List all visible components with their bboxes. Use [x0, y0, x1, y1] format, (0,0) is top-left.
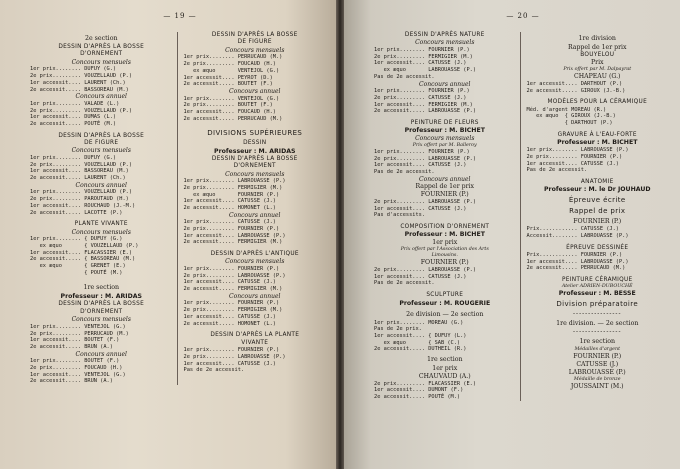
book-gutter: [336, 0, 344, 469]
subject-heading: VIVANTE: [241, 339, 269, 346]
award-entry: 2e accessit..... BRUN (A.): [30, 343, 113, 350]
page-number: — 19 —: [163, 12, 197, 20]
award-entry: 1er prix........ BOUTET (F.): [30, 358, 120, 365]
right-page: [344, 0, 680, 469]
award-entry: 1er accessit.... CATUSSE (J.): [183, 360, 276, 367]
award-entry: 1er prix........ VENTEJOL (G.): [30, 323, 126, 330]
award-entry: 1er accessit.... CATUSSE (J.): [374, 205, 467, 212]
section-heading: 1re division: [578, 35, 616, 42]
contest-label: Concours mensuels: [71, 58, 131, 66]
subject-heading: PEINTURE DE FLEURS: [410, 119, 479, 126]
subject-heading: DE FIGURE: [84, 140, 119, 147]
subject-heading: ANATOMIE: [580, 178, 614, 185]
award-entry: 2e prix......... PERRUCAUD (M.): [30, 330, 129, 337]
subject-heading: DESSIN D'APRÈS LA BOSSE: [211, 155, 298, 162]
award-entry: 2e prix......... LABROUASSE (P.): [374, 267, 477, 274]
award-entry: 1er prix........ CATUSSE (J.): [183, 219, 276, 226]
contest-label: Concours annuel: [419, 175, 471, 183]
award-entry: 1er accessit.... CATUSSE (J.): [183, 198, 276, 205]
contest-label: Concours mensuels: [225, 258, 285, 266]
award-entry: 1er prix........ PERRUCAUD (M.): [183, 54, 283, 61]
award-entry: 1er accessit.... CATUSSE (J.): [374, 273, 467, 280]
division-heading: Division préparatoire: [556, 300, 639, 309]
subject-heading: DESSIN D'APRÈS LA BOSSE: [58, 44, 145, 50]
award-entry: 2e prix......... FOUCAUD (H.): [30, 364, 123, 371]
contest-label: Concours annuel: [229, 211, 281, 219]
prize-note: Limousins.: [431, 253, 458, 259]
professor-line: Professeur : M. ARIDAS: [214, 147, 296, 155]
award-entry: 1er accessit.... PEYROT (D.): [183, 74, 273, 81]
award-entry: 1er prix........ FOURNIER (P.): [183, 300, 280, 307]
award-entry: 1er accessit.... LABROUASSE (P.): [526, 258, 629, 265]
column: [177, 32, 331, 385]
contest-label: Concours mensuels: [71, 228, 131, 236]
contest-label: Concours mensuels: [225, 46, 285, 54]
section-heading: 2e division — 2e section: [406, 310, 484, 318]
prize-note: Médailles d'argent: [574, 347, 621, 353]
award-entry: 2e prix......... VOUZELLAUD (P.): [30, 73, 133, 80]
award-entry: 2e accessit..... DUTHEIL (R.): [374, 346, 467, 353]
centered-line: FOURNIER (P.): [420, 191, 469, 199]
award-entry: Pas de 2e prix.: [374, 326, 422, 333]
award-entry: 2e prix......... FERMIGIER (M.): [183, 184, 283, 191]
award-entry: 2e accessit..... BRUN (A.): [30, 378, 113, 385]
professor-line: Professeur : M. ROUGERIE: [399, 299, 491, 307]
left-page: [0, 0, 336, 469]
award-entry: 2e accessit..... FERMIGIER (M.): [183, 286, 283, 293]
subject-heading: GRAVURE À L'EAU-FORTE: [557, 131, 637, 138]
award-entry: 1er prix........ { DUFUY (G.): [30, 236, 123, 243]
award-entry: ex æquo LABROUASSE (P.): [374, 67, 477, 74]
contest-label: Concours annuel: [419, 80, 471, 88]
award-entry: 2e accessit..... HOMONET (L.): [183, 320, 276, 327]
award-entry: 2e accessit..... LABROUASSE (P.): [374, 108, 477, 115]
prize-note: Prix offert par M. Balleroy: [412, 142, 477, 148]
award-entry: 2e accessit..... GIROUX (J.-B.): [526, 87, 626, 94]
award-entry: 2e prix......... FOURNIER (P.): [526, 153, 623, 160]
section-heading: 1re division. — 2e section: [556, 320, 639, 328]
contest-label: Concours annuel: [75, 181, 127, 189]
award-entry: 1er prix........ VALADE (L.): [30, 100, 120, 107]
division-heading: Épreuve écrite: [568, 196, 626, 205]
award-entry: 2e prix......... LABROUASSE (P.): [374, 155, 477, 162]
award-entry: 2e prix......... FLACASSIER (E.): [374, 380, 477, 387]
subject-heading: D'ORNEMENT: [233, 163, 276, 170]
dash-rule: ----------------: [573, 328, 622, 336]
subject-heading: D'ORNEMENT: [80, 51, 123, 58]
award-entry: Prix............ CATUSSE (J.): [526, 226, 619, 233]
award-entry: Pas d'accessits.: [374, 212, 426, 219]
contest-label: Concours mensuels: [71, 147, 131, 155]
award-entry: 2e prix......... BOUTET (F.): [183, 102, 273, 109]
centered-line: FOURNIER (P.): [573, 218, 622, 226]
subject-heading: COMPOSITION D'ORNEMENT: [400, 224, 490, 231]
subject-heading: PLANTE VIVANTE: [74, 221, 128, 228]
award-entry: { DARTHOUT (P.): [526, 120, 613, 127]
subject-heading: DESSIN D'APRÈS L'ANTIQUE: [210, 251, 299, 258]
subject-heading: DESSIN D'APRÈS LA BOSSE: [211, 32, 298, 38]
award-entry: 1er prix........ VOUZELLAUD (P.): [30, 189, 133, 196]
award-entry: 2e prix......... VOUZELLAUD (P.): [30, 161, 133, 168]
professor-line: Professeur : M. BICHET: [404, 127, 485, 135]
award-entry: Pas de 2e accessit.: [374, 73, 435, 80]
centered-line: FOURNIER (P.): [573, 353, 622, 361]
award-entry: Méd. d'argent MOREAU (R.): [526, 106, 607, 113]
award-entry: 1er accessit.... { DUFUY (L.): [374, 332, 467, 339]
award-entry: 1er prix........ FOURNIER (P.): [183, 266, 280, 273]
award-entry: 1er accessit.... LABROUASSE (P.): [183, 232, 286, 239]
award-entry: 1er prix........ MOREAU (G.): [374, 319, 464, 326]
section-heading: 2e section: [84, 35, 118, 42]
award-entry: 1er accessit.... FERMIGIER (M.): [374, 101, 473, 108]
page-number: — 20 —: [506, 12, 540, 20]
award-entry: 1er accessit.... DARTHOUT (P.): [526, 80, 623, 87]
subject-heading: ÉPREUVE DESSINÉE: [566, 244, 629, 251]
subject-heading: DE FIGURE: [237, 39, 272, 46]
award-entry: 2e prix......... LABROUASSE (P.): [183, 272, 286, 279]
prize-note: Médaille de bronze: [573, 376, 621, 382]
award-entry: 2e prix......... FERMIGIER (M.): [374, 53, 473, 60]
award-entry: 1er accessit.... LAURENT (Ch.): [30, 79, 126, 86]
contest-label: Concours mensuels: [225, 170, 285, 178]
award-entry: Pas de 2e accessit.: [374, 280, 435, 287]
award-entry: 2e accessit..... { BASSOREAU (M.): [30, 256, 136, 263]
award-entry: 2e accessit..... POUTÉ (M.): [30, 120, 117, 127]
professor-line: Professeur : M. BESSE: [558, 290, 636, 298]
centered-line: CHAUVAUD (A.): [418, 372, 471, 380]
award-entry: 1er prix........ DUFUY (G.): [30, 66, 117, 73]
award-entry: 2e accessit..... HOMONET (L.): [183, 204, 276, 211]
award-entry: 2e prix......... VOUZELLAUD (P.): [30, 107, 133, 114]
professor-line: Professeur : M. BICHET: [404, 231, 485, 239]
award-entry: 2e accessit..... FERMIGIER (M.): [183, 239, 283, 246]
dash-rule: ----------------: [573, 310, 622, 318]
professor-line: Professeur : M. le Dr JOUHAUD: [543, 186, 651, 194]
prize-note: Atelier ADRIEN-DUBOUCHÉ: [561, 284, 633, 290]
award-entry: Pas de 2e accessit.: [526, 167, 588, 174]
centered-line: Rappel de 1er prix: [567, 44, 627, 51]
award-entry: 2e prix......... FOURNIER (P.): [183, 225, 280, 232]
award-entry: 2e prix......... FOUCAUD (H.): [183, 61, 276, 68]
award-entry: 2e prix......... CATUSSE (J.): [374, 94, 467, 101]
award-entry: 1er accessit.... DUMONT (F.): [374, 387, 464, 394]
centered-line: 1er prix: [432, 365, 458, 373]
centered-line: 1er prix: [432, 239, 458, 247]
contest-label: Concours annuel: [75, 93, 127, 101]
award-entry: ex æquo { GRENET (E.): [30, 263, 126, 270]
division-heading: DIVISIONS SUPÉRIEURES: [207, 129, 303, 138]
award-entry: ex æquo { SAB (C.): [374, 339, 461, 346]
section-heading: 1re section: [426, 356, 463, 364]
professor-line: Professeur : M. BICHET: [557, 139, 638, 147]
centered-line: LABROUASSE (P.): [568, 369, 626, 377]
award-entry: 1er prix........ FOURNIER (P.): [183, 347, 280, 354]
subject-heading: DESSIN: [243, 140, 267, 147]
award-entry: 1er accessit.... CATUSSE (J.): [526, 160, 619, 167]
award-entry: 1er accessit.... CATUSSE (J.): [374, 162, 467, 169]
subject-heading: BOUYELOU: [580, 51, 615, 58]
award-entry: 2e accessit..... PERRUCAUD (M.): [526, 265, 626, 272]
award-entry: 1er accessit.... CATUSSE (J.): [374, 60, 467, 67]
centered-line: CATUSSE (J.): [576, 361, 619, 369]
subject-heading: MODÈLES POUR LA CÉRAMIQUE: [547, 99, 648, 106]
award-entry: 1er accessit.... FLACASSIER (E.): [30, 249, 133, 256]
professor-line: Professeur : M. ARIDAS: [60, 293, 142, 301]
subject-heading: DESSIN D'APRÈS LA PLANTE: [210, 332, 300, 339]
award-entry: Prix............ FOURNIER (P.): [526, 251, 623, 258]
spacer: [184, 122, 327, 127]
award-entry: 1er accessit.... ROUCHAUD (J.-M.): [30, 202, 136, 209]
prize-note: Prix offert par M. Dalpayrat: [563, 67, 632, 72]
subject-heading: DESSIN D'APRÈS LA BOSSE: [58, 301, 145, 308]
award-entry: 2e prix......... LABROUASSE (P.): [183, 353, 286, 360]
award-entry: 1er prix........ DUFUY (G.): [30, 155, 117, 162]
contest-label: Concours mensuels: [415, 135, 475, 143]
award-entry: { POUTÉ (M.): [30, 269, 123, 276]
award-entry: 2e accessit..... LACOTTE (P.): [30, 209, 123, 216]
award-entry: 1er prix........ LABROUASSE (P.): [526, 147, 629, 154]
centered-line: JOUSSAINT (M.): [570, 382, 624, 390]
award-entry: ex æquo { VOUZELLAUD (P.): [30, 242, 139, 249]
column: [520, 32, 673, 401]
award-entry: 1er accessit.... BOUTET (F.): [30, 337, 120, 344]
centered-line: FOURNIER (P.): [420, 259, 469, 267]
award-entry: 2e accessit..... BOUTET (F.): [183, 81, 273, 88]
division-heading: Rappel de prix: [569, 207, 626, 216]
subject-heading: D'ORNEMENT: [80, 308, 123, 315]
award-entry: 1er accessit.... FOUCAUD (H.): [183, 108, 276, 115]
award-entry: 1er prix........ LABROUASSE (P.): [183, 178, 286, 185]
subject-heading: DESSIN D'APRÈS NATURE: [404, 32, 485, 38]
contest-label: Concours mensuels: [415, 39, 475, 47]
column: [374, 32, 520, 401]
award-entry: 2e prix......... LABROUASSE (P.): [374, 198, 477, 205]
award-entry: 2e accessit..... POUTÉ (M.): [374, 394, 461, 401]
award-entry: 2e accessit..... PERRUCAUD (M.): [183, 115, 283, 122]
contest-label: Concours annuel: [229, 292, 281, 300]
award-entry: Pas de 2e accessit.: [183, 367, 245, 374]
section-heading: 1re section: [83, 284, 120, 292]
subject-heading: PEINTURE CÉRAMIQUE: [561, 277, 633, 284]
award-entry: Accessit........ LABROUASSE (P.): [526, 232, 629, 239]
contest-label: Concours annuel: [75, 350, 127, 358]
subject-heading: DESSIN D'APRÈS LA BOSSE: [58, 132, 145, 139]
section-heading: 1re section: [579, 338, 616, 346]
award-entry: 1er accessit.... CATUSSE (J.): [183, 279, 276, 286]
spacer: [30, 276, 173, 281]
contest-label: Concours mensuels: [71, 316, 131, 324]
award-entry: 1er accessit.... DUMAS (L.): [30, 114, 117, 121]
award-entry: 1er prix........ FOURNIER (P.): [374, 148, 470, 155]
award-entry: 1er accessit.... VENTEJOL (G.): [30, 371, 126, 378]
award-entry: Pas de 2e accessit.: [374, 169, 435, 176]
subject-heading: SCULPTURE: [426, 292, 464, 299]
award-entry: ex æquo { GIROUX (J.-B.): [526, 113, 616, 120]
award-entry: ex æquo VENTEJOL (G.): [183, 67, 280, 74]
prize-note: Prix offert par l'Association des Arts: [400, 247, 489, 253]
award-entry: 1er accessit.... CATUSSE (J.): [183, 313, 276, 320]
award-entry: ex æquo FOURNIER (P.): [183, 191, 280, 198]
award-entry: 2e prix......... PAROUTAUD (H.): [30, 196, 129, 203]
centered-line: Prix: [590, 59, 604, 67]
award-entry: 1er prix........ FOURNIER (P.): [374, 47, 470, 53]
contest-label: Concours annuel: [229, 87, 281, 95]
centered-line: Rappel de 1er prix: [415, 183, 475, 191]
award-entry: 1er prix........ FOURNIER (P.): [374, 88, 470, 95]
award-entry: 2e prix......... FERMIGIER (M.): [183, 307, 283, 314]
award-entry: 1er prix........ VENTEJOL (G.): [183, 95, 280, 102]
award-entry: 1er accessit.... BASSOREAU (M.): [30, 168, 129, 175]
award-entry: 2e accessit..... LAURENT (Ch.): [30, 175, 126, 182]
award-entry: 2e accessit..... BASSOREAU (M.): [30, 86, 129, 93]
column: [30, 32, 177, 385]
centered-line: CHAPEAU (G.): [574, 73, 621, 80]
